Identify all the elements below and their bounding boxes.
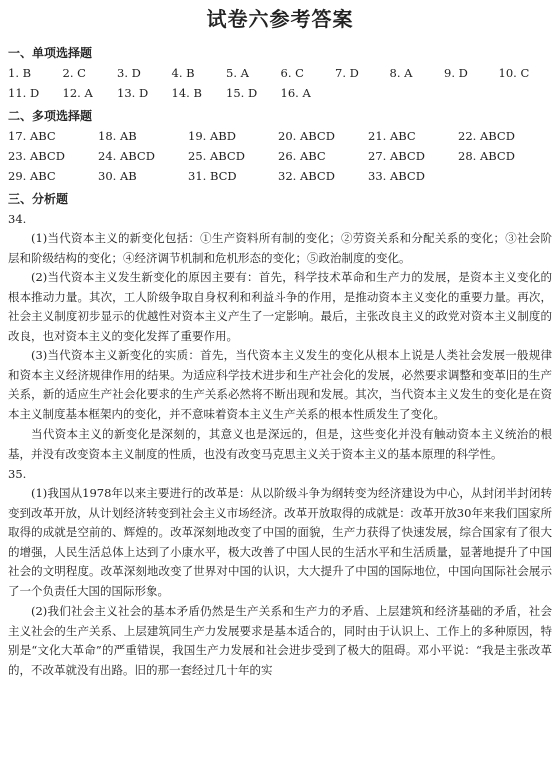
answer-item: 27. ABCD [368,149,425,163]
answer-item: 15. D [226,86,258,100]
answer-item: 25. ABCD [188,149,245,163]
answer-item: 12. A [62,86,93,100]
section-heading-single-choice: 一、单项选择题 [8,46,93,60]
answer-item: 30. AB [98,169,137,183]
answer-item: 23. ABCD [8,149,65,163]
q34-paragraph-1: (1)当代资本主义的新变化包括：①生产资料所有制的变化；②劳资关系和分配关系的变化；③社会阶层和阶级结构的变化；④经济调节机制和危机形态的变化；⑤政治制度的变化。 [8,231,552,265]
answer-item: 21. ABC [368,129,416,143]
answer-item: 19. ABD [188,129,236,143]
answer-item: 17. ABC [8,129,56,143]
answer-item: 13. D [117,86,149,100]
answer-item: 18. AB [98,129,137,143]
answer-item: 1. B [8,66,32,80]
answer-item: 29. ABC [8,169,56,183]
answer-item: 8. A [389,66,413,80]
section-heading-analysis: 三、分析题 [8,192,69,206]
page-title: 试卷六参考答案 [206,7,354,31]
answer-row [8,146,552,166]
question-number-34: 34. [8,212,27,226]
answer-item: 11. D [8,86,40,100]
answer-item: 26. ABC [278,149,326,163]
answer-item: 3. D [117,66,141,80]
question-number-35: 35. [8,467,27,481]
answer-item: 10. C [498,66,530,80]
q35-paragraph-2: (2)我们社会主义社会的基本矛盾仍然是生产关系和生产力的矛盾、上层建筑和经济基础的矛盾，社会主义社会的生产关系、上层建筑同生产力发展要求是基本适合的，同时由于认识上、工作上的多种原因，特别是“文化大革命”的严重错误，我国生产力发展和社会进步受到了极大的阻碍。邓小平说：“我是主张改革的，不改革就没有出路。旧的那一套经过几十年的实 [8,604,552,677]
answer-row [8,166,552,186]
answer-item: 16. A [280,86,311,100]
answer-item: 28. ABCD [458,149,515,163]
answer-row [8,63,552,83]
answer-item: 14. B [171,86,202,100]
answer-item: 2. C [62,66,86,80]
q34-paragraph-3: (3)当代资本主义新变化的实质：首先，当代资本主义发生的变化从根本上说是人类社会发展一般规律和资本主义经济规律作用的结果。为适应科学技术进步和生产社会化的发展，必然要求调整和变革旧的生产关系，新的适应生产社会化要求的生产关系必然将不断出现和发展。其次，当代资本主义发生的变化是在资本主义制度基本框架内的变化，并不意味着资本主义生产关系的根本性质发生了变化。 [8,348,552,421]
q34-paragraph-2: (2)当代资本主义发生新变化的原因主要有：首先，科学技术革命和生产力的发展，是资本主义变化的根本推动力量。其次，工人阶级争取自身权利和利益斗争的作用，是推动资本主义变化的重要力量。再次，社会主义制度初步显示的优越性对资本主义产生了一定影响。最后，主张改良主义的政党对资本主义制度的改良，也对资本主义的变化发挥了重要作用。 [8,270,552,343]
section-heading-multi-choice: 二、多项选择题 [8,109,93,123]
answer-item: 4. B [171,66,195,80]
answer-item: 22. ABCD [458,129,515,143]
answer-row [8,126,552,146]
answer-item: 33. ABCD [368,169,425,183]
q34-paragraph-4: 当代资本主义的新变化是深刻的，其意义也是深远的，但是，这些变化并没有触动资本主义统治的根基，并没有改变资本主义制度的性质，也没有改变马克思主义关于资本主义的基本原理的科学性。 [8,427,552,461]
answer-item: 20. ABCD [278,129,335,143]
answer-row [8,83,552,103]
answer-item: 32. ABCD [278,169,335,183]
answer-item: 5. A [226,66,249,80]
answer-item: 6. C [280,66,304,80]
answer-item: 7. D [335,66,359,80]
answer-item: 9. D [444,66,468,80]
answer-item: 24. ABCD [98,149,155,163]
answer-item: 31. BCD [188,169,237,183]
q35-paragraph-1: (1)我国从1978年以来主要进行的改革是：从以阶级斗争为纲转变为经济建设为中心，从封闭半封闭转变到改革开放，从计划经济转变到社会主义市场经济。改革开放取得的成就是：改革开放30年来我们国家所取得的成就是空前的、辉煌的。改革深刻地改变了中国的面貌，生产力获得了快速发展，综合国家有了很大的增强，人民生活总体上达到了小康水平，极大改善了中国人民的生活水平和生活质量，显著地提升了中国社会的文明程度。改革深刻地改变了世界对中国的认识，大大提升了中国的国际地位，中国向国际社会展示了一个负责任大国的国际形象。 [8,486,552,598]
